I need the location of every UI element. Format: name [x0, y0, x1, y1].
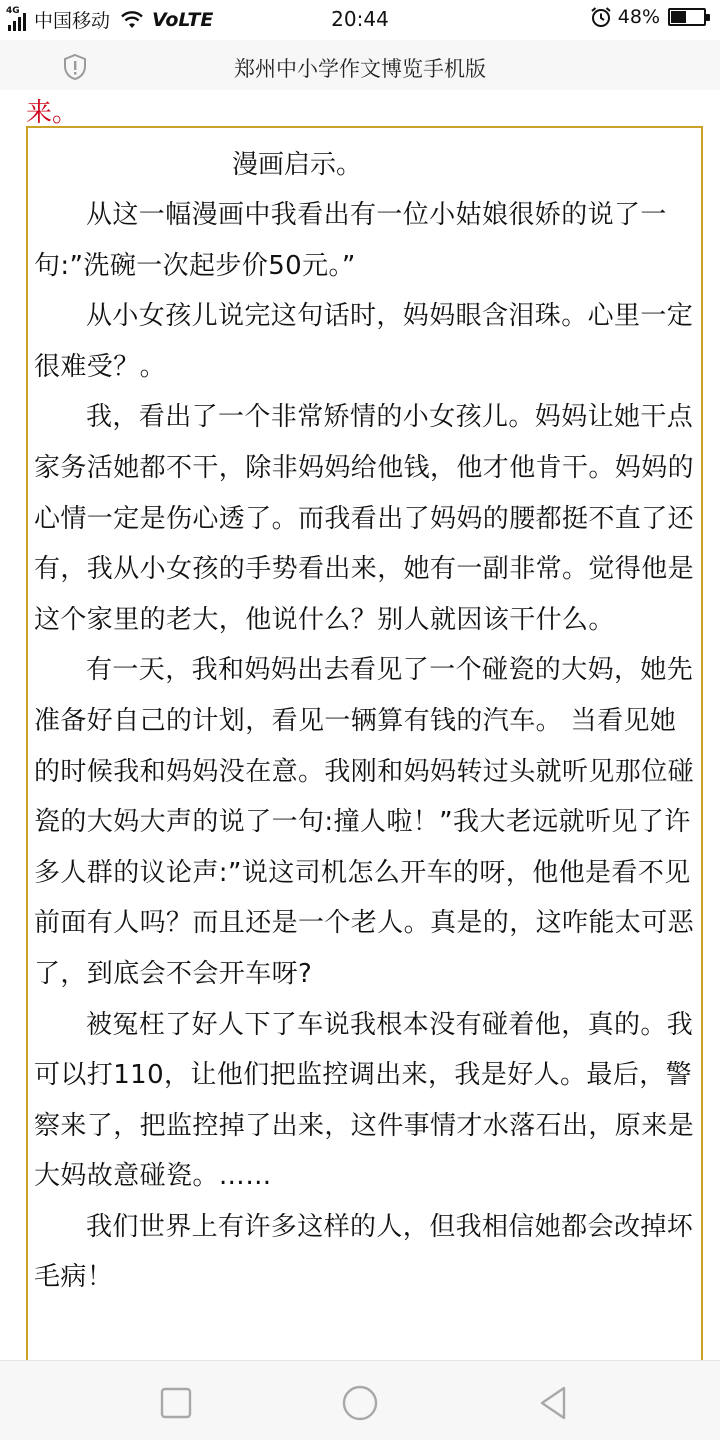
article-paragraph: 有一天，我和妈妈出去看见了一个碰瓷的大妈，她先准备好自己的计划，看见一辆算有钱的汽车。 当看见她的时候我和妈妈没在意。我刚和妈妈转过头就听见那位碰瓷的大妈大声的说了一句:撞人啦！”我大老远就听见了许多人群的议论声:”说这司机怎么开车的呀，他他是看不见前面有人吗？而且还是一个老人。真是的，这咋能太可恶了，到底会不会开车呀? [34, 655, 695, 989]
alarm-clock-icon [590, 6, 612, 28]
article-paragraph: 被冤枉了好人下了车说我根本没有碰着他，真的。我可以打110，让他们把监控调出来，我是好人。最后，警察来了，把监控掉了出来，这件事情才水落石出，原来是大妈故意碰瓷。…… [34, 1009, 695, 1192]
battery-icon [668, 8, 706, 26]
browser-title-bar [0, 40, 720, 90]
page-title: 郑州中小学作文博览手机版 [234, 57, 486, 81]
article-paragraph: 从这一幅漫画中我看出有一位小姑娘很娇的说了一句:”洗碗一次起步价50元。” [34, 200, 667, 281]
status-time: 20:44 [331, 7, 389, 31]
article-paragraph: 我们世界上有许多这样的人，但我相信她都会改掉坏毛病！ [34, 1211, 694, 1293]
article-paragraph: 从小女孩儿说完这句话时，妈妈眼含泪珠。心里一定很难受？。 [34, 301, 694, 382]
article-box [26, 126, 703, 1360]
previous-text-tail: 来。 [26, 98, 79, 128]
triangle-back-icon[interactable] [534, 1383, 574, 1423]
volte-label: VoLTE [152, 8, 214, 31]
article-title: 漫画启示。 [232, 150, 363, 180]
carrier-name: 中国移动 [34, 10, 111, 32]
circle-icon[interactable] [340, 1383, 380, 1423]
status-bar [0, 0, 720, 40]
battery-fill [671, 11, 686, 23]
page-content[interactable] [0, 90, 720, 1360]
status-right [590, 6, 706, 28]
network-type: 4G [6, 5, 20, 16]
battery-percent: 48% [617, 6, 660, 28]
article-paragraph: 我，看出了一个非常矫情的小女孩儿。妈妈让她干点家务活她都不干，除非妈妈给他钱，他才他肯干。妈妈的心情一定是伤心透了。而我看出了妈妈的腰都挺不直了还有，我从小女孩的手势看出来，她有一副非常。觉得他是这个家里的老大，他说什么？别人就因该干什么。 [34, 402, 695, 635]
navigation-bar [0, 1360, 720, 1440]
square-icon[interactable] [156, 1383, 196, 1423]
